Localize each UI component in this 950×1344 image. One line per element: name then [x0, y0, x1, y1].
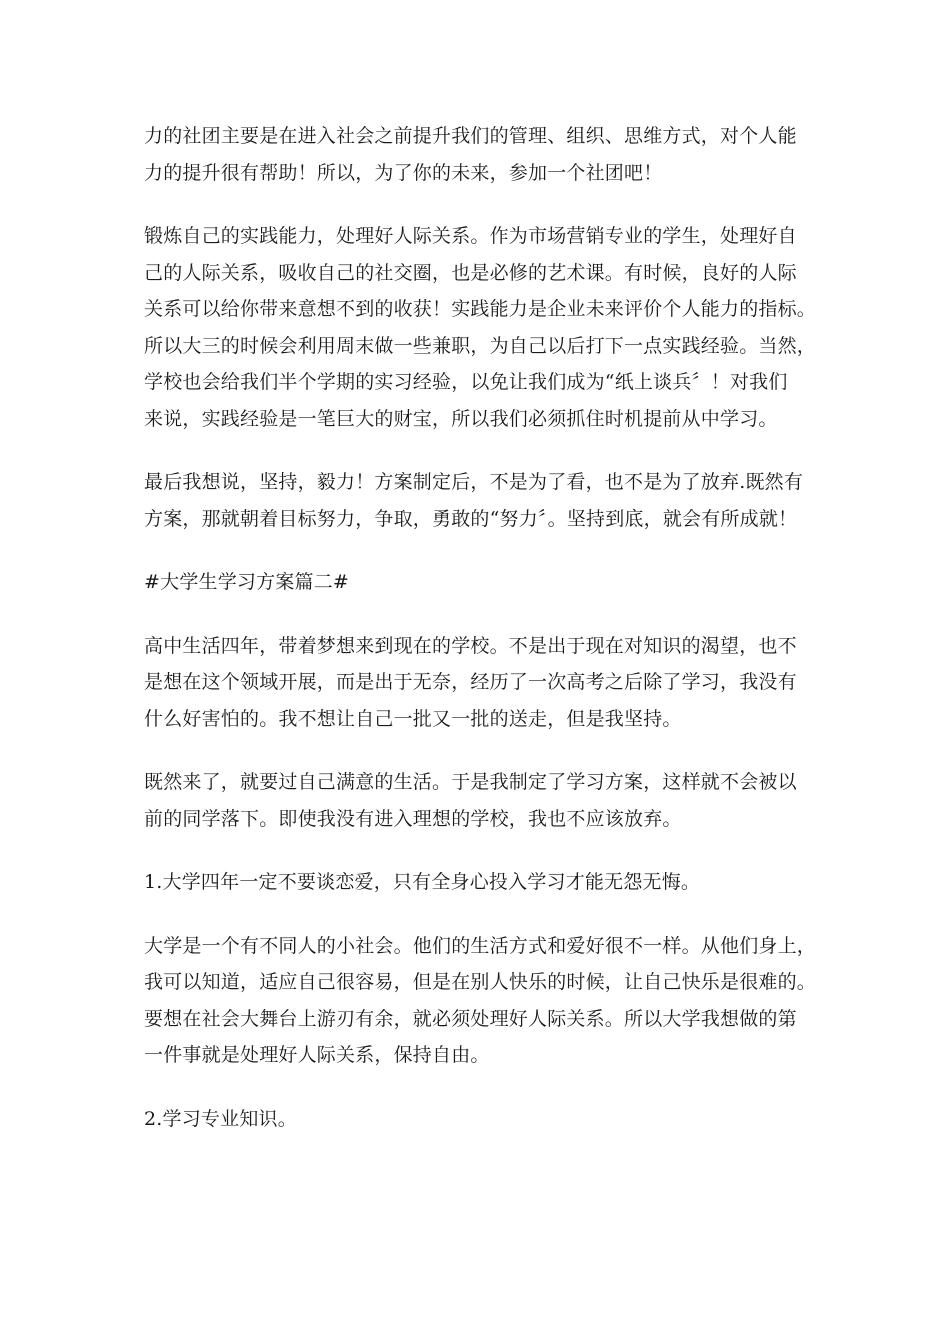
text-line: 关系可以给你带来意想不到的收获！实践能力是企业未来评价个人能力的指标。	[144, 298, 817, 320]
heading-text: #大学生学习方案篇二#	[144, 571, 350, 593]
paragraph-high-school	[144, 628, 814, 738]
text-line: 一件事就是处理好人际关系，保持自由。	[144, 1044, 490, 1066]
text-line: 所以大三的时候会利用周末做一些兼职，为自己以后打下一点实践经验。当然，	[144, 334, 817, 357]
list-item-1	[144, 864, 814, 901]
paragraph-conclusion	[144, 464, 814, 537]
text-line: 前的同学落下。即使我没有进入理想的学校，我也不应该放弃。	[144, 807, 682, 830]
text-line: 什么好害怕的。我不想让自己一批又一批的送走，但是我坚持。	[144, 707, 682, 730]
document-page	[144, 118, 817, 1164]
text-line: 是想在这个领域开展，而是出于无奈，经历了一次高考之后除了学习，我没有	[144, 671, 797, 693]
text-line: 大学是一个有不同人的小社会。他们的生活方式和爱好很不一样。从他们身上，	[144, 934, 817, 957]
text-line: 力的社团主要是在进入社会之前提升我们的管理、组织、思维方式，对个人能	[144, 125, 797, 147]
section-heading	[144, 564, 814, 601]
text-line: 锻炼自己的实践能力，处理好人际关系。作为市场营销专业的学生，处理好自	[144, 225, 797, 247]
text-line: 1.大学四年一定不要谈恋爱，只有全身心投入学习才能无怨无悔。	[144, 871, 701, 893]
text-line: 己的人际关系，吸收自己的社交圈，也是必修的艺术课。有时候，良好的人际	[144, 261, 797, 284]
text-line: 力的提升很有帮助！所以，为了你的未来，参加一个社团吧！	[144, 161, 663, 184]
list-item-2	[144, 1101, 814, 1138]
text-line: 学校也会给我们半个学期的实习经验，以免让我们成为“纸上谈兵〞！对我们	[144, 371, 788, 393]
text-line: 来说，实践经验是一笔巨大的财宝，所以我们必须抓住时机提前从中学习。	[144, 407, 778, 430]
text-line: 既然来了，就要过自己满意的生活。于是我制定了学习方案，这样就不会被以	[144, 771, 797, 793]
text-line: 我可以知道，适应自己很容易，但是在别人快乐的时候，让自己快乐是很难的。	[144, 971, 817, 993]
text-line: 2.学习专业知识。	[144, 1107, 297, 1130]
paragraph-small-society	[144, 928, 817, 1074]
paragraph-practical-skills	[144, 218, 817, 437]
text-line: 高中生活四年，带着梦想来到现在的学校。不是出于现在对知识的渴望，也不	[144, 634, 797, 657]
text-line: 最后我想说，坚持，毅力！方案制定后，不是为了看，也不是为了放弃.既然有	[144, 471, 804, 493]
text-line: 方案，那就朝着目标努力，争取，勇敢的“努力〞。坚持到底，就会有所成就！	[144, 507, 798, 530]
paragraph-study-plan	[144, 764, 814, 837]
text-line: 要想在社会大舞台上游刃有余，就必须处理好人际关系。所以大学我想做的第	[144, 1007, 797, 1030]
paragraph-club-benefits	[144, 118, 814, 191]
